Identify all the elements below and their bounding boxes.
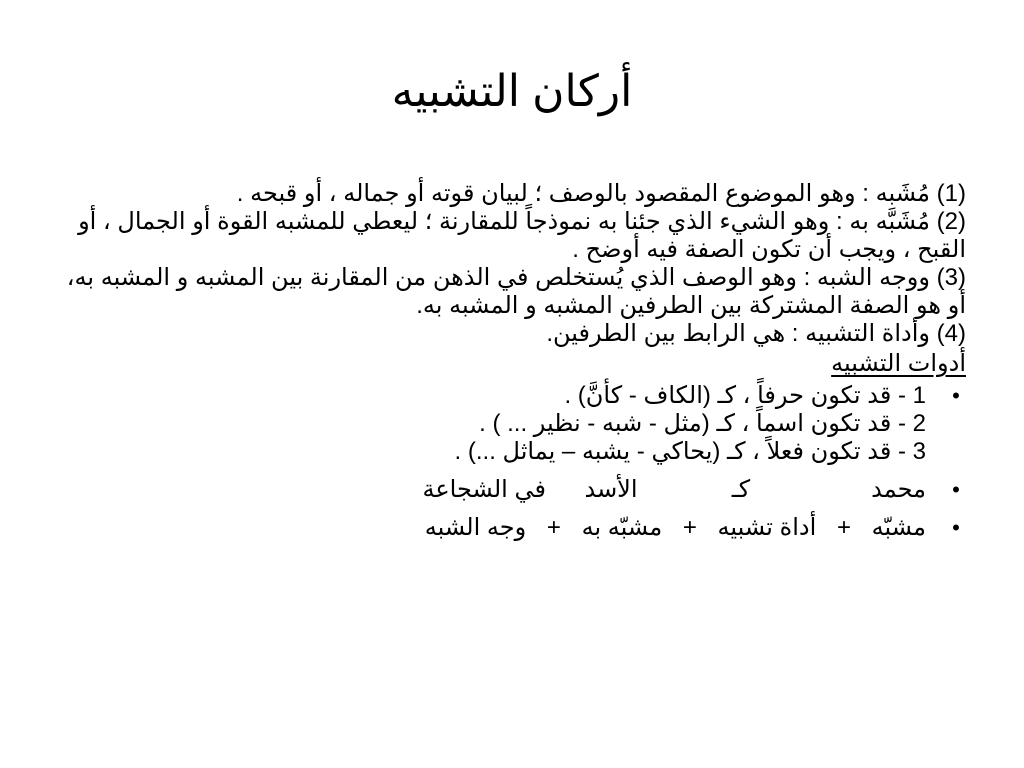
example-mushabbah: محمد <box>871 476 926 503</box>
bullet-icon: • <box>952 515 960 540</box>
tool-type-1: 1 - قد تكون حرفاً ، كـ (الكاف - كأنَّ) . <box>564 382 926 409</box>
list-item <box>66 382 966 466</box>
slide-title: أركان التشبيه <box>391 67 633 116</box>
formula-tool: أداة تشبيه <box>717 514 817 541</box>
bullet-icon: • <box>952 383 960 408</box>
example-wajh: في الشجاعة <box>422 476 546 503</box>
example-row <box>66 476 926 504</box>
bullet-list <box>66 382 966 542</box>
paragraph-adat-altashbih: (4) وأداة التشبيه : هي الرابط بين الطرفين. <box>546 320 966 347</box>
formula-plus: + <box>682 514 697 541</box>
formula-row <box>66 514 926 542</box>
tool-type-2: 2 - قد تكون اسماً ، كـ (مثل - شبه - نظير ... ) . <box>479 410 926 437</box>
paragraph-mushabbah-bih: (2) مُشَبَّه به : وهو الشيء الذي جئنا به نموذجاً للمقارنة ؛ ليعطي للمشبه القوة أو الجمال ، أو القبح ، ويجب أن تكون الصفة فيه أوضح . <box>78 208 966 263</box>
formula-plus: + <box>836 514 851 541</box>
subheading: أدوات التشبيه <box>831 350 966 377</box>
list-item <box>66 514 966 542</box>
list-item <box>66 476 966 504</box>
paragraph-mushabbah: (1) مُشَبه : وهو الموضوع المقصود بالوصف ؛ لبيان قوته أو جماله ، أو قبحه . <box>236 180 966 207</box>
paragraph-wajh-alshabah: (3) ووجه الشبه : وهو الوصف الذي يُستخلص في الذهن من المقارنة بين المشبه و المشبه به، أو هو الصفة المشتركة بين الطرفين المشبه و المشبه به. <box>66 264 966 319</box>
example-tool: كـ <box>731 476 751 503</box>
formula-plus: + <box>546 514 561 541</box>
slide-body <box>66 180 966 552</box>
formula-wajh: وجه الشبه <box>424 514 527 541</box>
bullet-icon: • <box>952 477 960 502</box>
formula-mushabbah-bih: مشبّه به <box>581 514 663 541</box>
formula-mushabbah: مشبّه <box>871 514 926 541</box>
tool-type-3: 3 - قد تكون فعلاً ، كـ (يحاكي - يشبه – يماثل ...) . <box>454 438 926 465</box>
example-mushabbah-bih: الأسد <box>584 476 638 503</box>
